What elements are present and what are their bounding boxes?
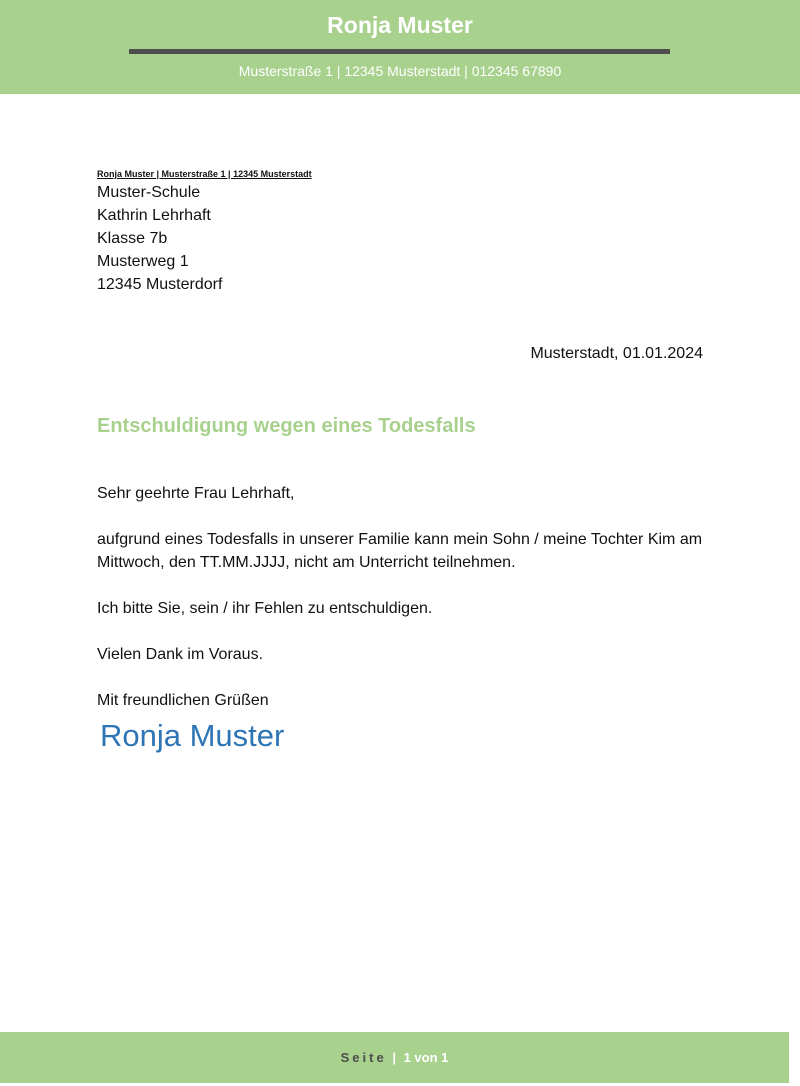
recipient-address	[97, 181, 222, 296]
footer-seite-label: Seite	[340, 1050, 387, 1065]
recipient-line-4: Musterweg 1	[97, 253, 189, 270]
recipient-line-3: Klasse 7b	[97, 230, 168, 247]
body-paragraph-2: Ich bitte Sie, sein / ihr Fehlen zu entschuldigen.	[97, 600, 433, 617]
signature: Ronja Muster	[100, 718, 285, 753]
body-paragraph-1: aufgrund eines Todesfalls in unserer Familie kann mein Sohn / meine Tochter Kim am Mittwoch, den TT.MM.JJJJ, nicht am Unterricht teilnehmen.	[97, 531, 703, 571]
footer-page-number: 1 von 1	[403, 1050, 449, 1065]
letterhead-divider	[129, 49, 670, 54]
letterhead-name: Ronja Muster	[327, 12, 473, 38]
return-address-line: Ronja Muster | Musterstraße 1 | 12345 Musterstadt	[97, 169, 312, 179]
footer-page-indicator	[0, 1048, 789, 1068]
letter-subject: Entschuldigung wegen eines Todesfalls	[97, 415, 476, 437]
footer-separator: |	[392, 1050, 396, 1065]
letterhead	[0, 0, 800, 94]
recipient-line-5: 12345 Musterdorf	[97, 276, 223, 293]
recipient-line-2: Kathrin Lehrhaft	[97, 207, 211, 224]
letterhead-contact: Musterstraße 1 | 12345 Musterstadt | 012345 67890	[238, 63, 562, 79]
body-paragraph-3: Vielen Dank im Voraus.	[97, 646, 264, 663]
letter-body	[97, 482, 707, 712]
salutation: Sehr geehrte Frau Lehrhaft,	[97, 485, 295, 502]
recipient-line-1: Muster-Schule	[97, 184, 201, 201]
letter-date: Musterstadt, 01.01.2024	[530, 345, 703, 362]
closing: Mit freundlichen Grüßen	[97, 692, 269, 709]
page-footer	[0, 1032, 789, 1083]
